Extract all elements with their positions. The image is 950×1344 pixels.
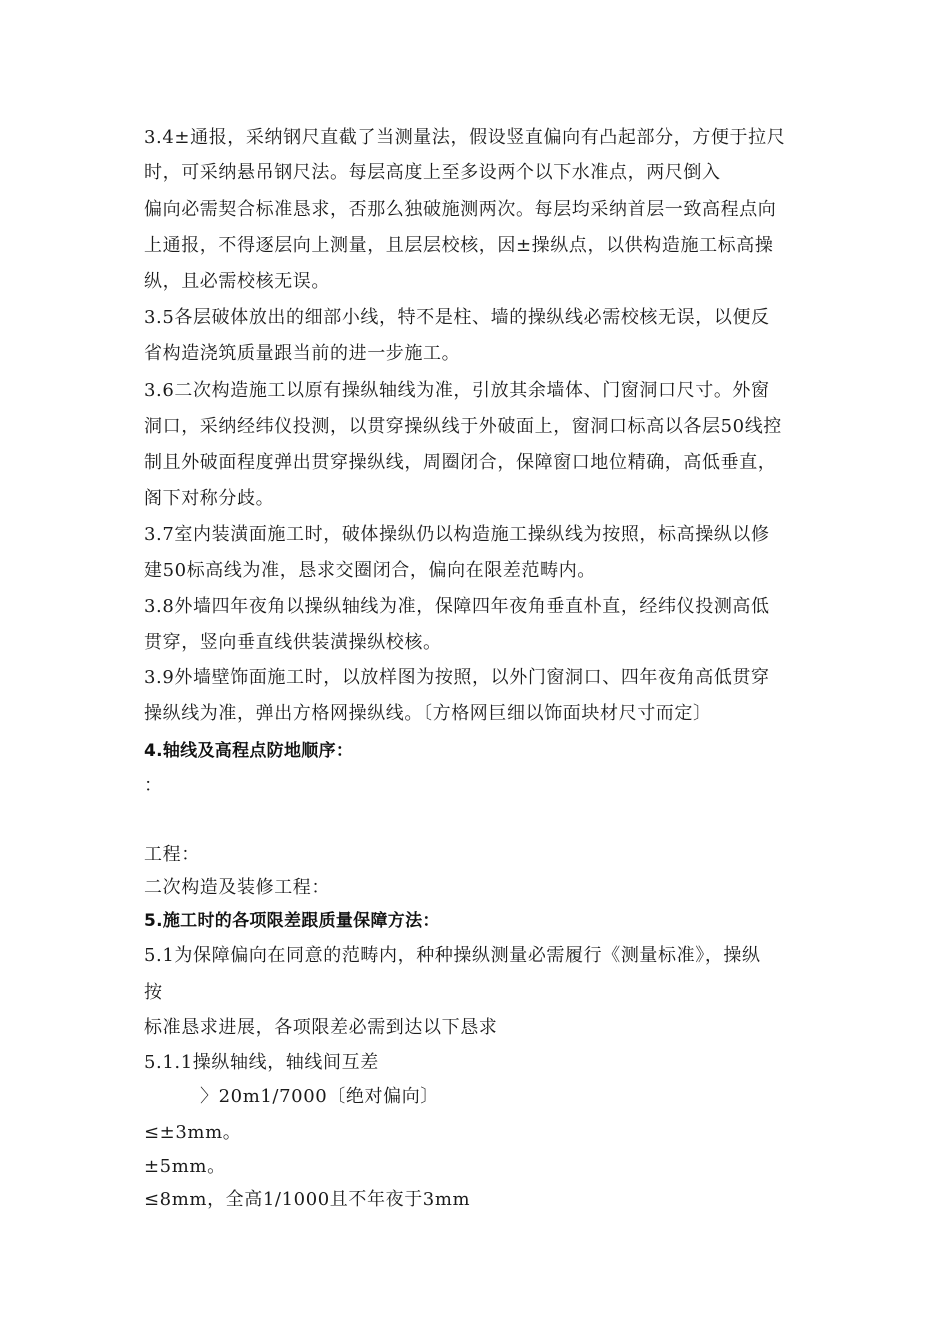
text-line: 3.5各层破体放出的细部小线，特不是柱、墙的操纵线必需校核无误，以便反	[144, 307, 770, 328]
text-line: 3.8外墙四年夜角以操纵轴线为准，保障四年夜角垂直朴直，经纬仪投测高低	[144, 596, 770, 617]
text-line: 3.9外墙壁饰面施工时，以放样图为按照，以外门窗洞口、四年夜角高低贯穿	[144, 667, 770, 688]
tolerance-line: ≤8mm，全高1/1000且不年夜于3mm	[144, 1189, 471, 1210]
text-line: 3.4±通报，采纳钢尺直截了当测量法，假设竖直偏向有凸起部分，方便于拉尺	[144, 127, 786, 148]
text-line: 上通报，不得逐层向上测量，且层层校核，因±操纵点，以供构造施工标高操	[144, 235, 774, 256]
text-line: 5.1.1操纵轴线，轴线间互差	[144, 1052, 379, 1073]
secondary-label: 二次构造及装修工程：	[144, 877, 330, 898]
text-line: 操纵线为准，弹出方格网操纵线。〔方格网巨细以饰面块材尺寸而定〕	[144, 703, 712, 724]
tolerance-line: ±5mm。	[144, 1156, 226, 1177]
text-line: 5.1为保障偏向在同意的范畴内，种种操纵测量必需履行《测量标准》，操纵	[144, 945, 761, 966]
section-heading-4: 4.轴线及高程点防地顺序：	[144, 741, 354, 761]
text-line: 标准恳求进展，各项限差必需到达以下恳求	[144, 1017, 498, 1038]
text-line: 时，可采纳悬吊钢尺法。每层高度上至多设两个以下水准点，两尺倒入	[144, 162, 721, 183]
text-line: 洞口，采纳经纬仪投测，以贯穿操纵线于外破面上，窗洞口标高以各层50线控	[144, 416, 782, 437]
text-line: 偏向必需契合标准恳求，否那么独破施测两次。每层均采纳首层一致高程点向	[144, 199, 777, 220]
text-line: 3.6二次构造施工以原有操纵轴线为准，引放其余墙体、门窗洞口尺寸。外窗	[144, 380, 770, 401]
text-line: 贯穿，竖向垂直线供装潢操纵校核。	[144, 632, 442, 653]
colon-line: ：	[144, 775, 163, 796]
text-line: 制且外破面程度弹出贯穿操纵线，周圈闭合，保障窗口地位精确，高低垂直，	[144, 452, 777, 473]
text-line: 按	[144, 982, 163, 1003]
text-line: 阁下对称分歧。	[144, 488, 275, 509]
text-line: 建50标高线为准，恳求交圈闭合，偏向在限差范畴内。	[144, 560, 596, 581]
indented-line: 〉20m1/7000〔绝对偏向〕	[200, 1086, 439, 1107]
section-heading-5: 5.施工时的各项限差跟质量保障方法：	[144, 911, 440, 931]
project-label: 工程：	[144, 844, 200, 865]
text-line: 3.7室内装潢面施工时，破体操纵仍以构造施工操纵线为按照，标高操纵以修	[144, 524, 770, 545]
text-line: 省构造浇筑质量跟当前的进一步施工。	[144, 343, 461, 364]
text-line: 纵，且必需校核无误。	[144, 271, 330, 292]
tolerance-line: ≤±3mm。	[144, 1122, 242, 1143]
